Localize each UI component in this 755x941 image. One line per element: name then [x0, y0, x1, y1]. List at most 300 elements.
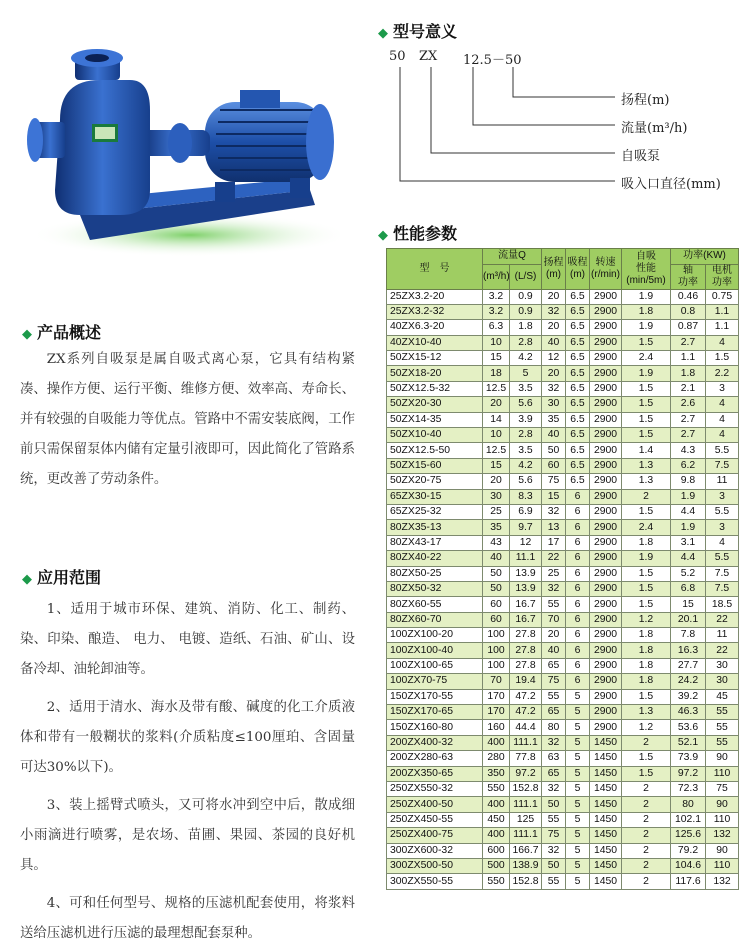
table-cell: 5.2 — [671, 566, 706, 581]
table-cell: 32 — [542, 304, 566, 319]
table-cell: 6.5 — [566, 397, 590, 412]
table-cell: 1.5 — [622, 766, 671, 781]
table-cell: 1450 — [590, 766, 622, 781]
table-cell: 1450 — [590, 735, 622, 750]
code-part-type: ZX — [419, 49, 438, 64]
table-cell: 5 — [566, 812, 590, 827]
table-cell: 111.1 — [510, 828, 542, 843]
table-cell: 3.2 — [483, 289, 510, 304]
table-cell: 13 — [542, 520, 566, 535]
cell-model: 50ZX15-60 — [387, 458, 483, 473]
col-speed: 转速 (r/min) — [590, 249, 622, 290]
table-cell: 10 — [483, 428, 510, 443]
table-cell: 1.9 — [671, 489, 706, 504]
table-cell: 20 — [542, 320, 566, 335]
table-cell: 1.2 — [622, 612, 671, 627]
table-cell: 5.6 — [510, 397, 542, 412]
table-cell: 1.5 — [622, 335, 671, 350]
table-cell: 1.5 — [622, 381, 671, 396]
table-cell: 14 — [483, 412, 510, 427]
table-cell: 1.3 — [622, 705, 671, 720]
table-cell: 32 — [542, 843, 566, 858]
table-cell: 2 — [622, 735, 671, 750]
code-part-diameter: 50 — [389, 49, 406, 64]
table-cell: 6.5 — [566, 351, 590, 366]
table-cell: 30 — [542, 397, 566, 412]
table-cell: 2.7 — [671, 412, 706, 427]
table-cell: 2 — [622, 797, 671, 812]
table-cell: 400 — [483, 735, 510, 750]
table-cell: 6.5 — [566, 381, 590, 396]
table-cell: 79.2 — [671, 843, 706, 858]
table-row — [387, 874, 739, 889]
table-row — [387, 843, 739, 858]
table-cell: 5.5 — [706, 504, 739, 519]
table-cell: 15 — [671, 597, 706, 612]
table-cell: 30 — [483, 489, 510, 504]
table-cell: 1.5 — [622, 689, 671, 704]
cell-model: 80ZX50-32 — [387, 581, 483, 596]
table-cell: 13.9 — [510, 581, 542, 596]
table-cell: 6.5 — [566, 366, 590, 381]
table-cell: 6.5 — [566, 335, 590, 350]
cell-model: 300ZX500-50 — [387, 858, 483, 873]
table-row — [387, 520, 739, 535]
table-row — [387, 351, 739, 366]
table-cell: 6 — [566, 520, 590, 535]
table-cell: 43 — [483, 535, 510, 550]
table-row — [387, 751, 739, 766]
table-cell: 1.5 — [622, 397, 671, 412]
table-cell: 3.5 — [510, 443, 542, 458]
cell-model: 50ZX12.5-50 — [387, 443, 483, 458]
table-cell: 50 — [483, 566, 510, 581]
col-motor-power: 电机 功率 — [706, 264, 739, 289]
table-cell: 15 — [483, 458, 510, 473]
table-cell: 1.1 — [706, 304, 739, 319]
table-row — [387, 397, 739, 412]
table-cell: 24.2 — [671, 674, 706, 689]
table-row — [387, 474, 739, 489]
table-row — [387, 735, 739, 750]
table-cell: 6.5 — [566, 428, 590, 443]
table-cell: 1.8 — [510, 320, 542, 335]
table-row — [387, 643, 739, 658]
table-cell: 9.8 — [671, 474, 706, 489]
table-cell: 102.1 — [671, 812, 706, 827]
table-cell: 2900 — [590, 351, 622, 366]
table-cell: 27.8 — [510, 658, 542, 673]
table-row — [387, 443, 739, 458]
table-row — [387, 381, 739, 396]
table-cell: 6.5 — [566, 304, 590, 319]
table-cell: 2900 — [590, 366, 622, 381]
table-cell: 104.6 — [671, 858, 706, 873]
table-cell: 3 — [706, 520, 739, 535]
table-cell: 30 — [706, 674, 739, 689]
table-cell: 5 — [510, 366, 542, 381]
cell-model: 100ZX100-20 — [387, 628, 483, 643]
table-row — [387, 797, 739, 812]
table-cell: 4 — [706, 428, 739, 443]
table-cell: 170 — [483, 689, 510, 704]
table-cell: 2 — [622, 858, 671, 873]
table-cell: 1.2 — [622, 720, 671, 735]
cell-model: 40ZX6.3-20 — [387, 320, 483, 335]
table-cell: 2900 — [590, 720, 622, 735]
table-cell: 10 — [483, 335, 510, 350]
table-cell: 2900 — [590, 705, 622, 720]
table-cell: 2 — [622, 812, 671, 827]
table-row — [387, 428, 739, 443]
table-cell: 2.1 — [671, 381, 706, 396]
table-cell: 100 — [483, 643, 510, 658]
table-cell: 30 — [706, 658, 739, 673]
table-cell: 6.5 — [566, 412, 590, 427]
table-cell: 60 — [483, 612, 510, 627]
table-cell: 111.1 — [510, 735, 542, 750]
table-cell: 2 — [622, 874, 671, 889]
table-cell: 11.1 — [510, 551, 542, 566]
table-cell: 25 — [542, 566, 566, 581]
table-cell: 32 — [542, 504, 566, 519]
table-row — [387, 566, 739, 581]
table-cell: 40 — [483, 551, 510, 566]
cell-model: 100ZX100-40 — [387, 643, 483, 658]
table-cell: 35 — [483, 520, 510, 535]
table-cell: 2.4 — [622, 351, 671, 366]
table-cell: 65 — [542, 766, 566, 781]
table-cell: 7.5 — [706, 566, 739, 581]
table-cell: 2900 — [590, 520, 622, 535]
pump-illustration — [20, 40, 340, 260]
table-cell: 1.9 — [671, 520, 706, 535]
table-cell: 20.1 — [671, 612, 706, 627]
table-cell: 27.8 — [510, 628, 542, 643]
table-cell: 117.6 — [671, 874, 706, 889]
table-row — [387, 366, 739, 381]
table-cell: 6 — [566, 674, 590, 689]
table-cell: 550 — [483, 782, 510, 797]
cell-model: 65ZX30-15 — [387, 489, 483, 504]
table-cell: 0.9 — [510, 304, 542, 319]
table-cell: 5 — [566, 735, 590, 750]
table-cell: 2900 — [590, 320, 622, 335]
table-row — [387, 612, 739, 627]
table-cell: 3.1 — [671, 535, 706, 550]
table-cell: 6.5 — [566, 474, 590, 489]
table-row — [387, 412, 739, 427]
table-cell: 13.9 — [510, 566, 542, 581]
overview-heading: ◆ 产品概述 — [22, 323, 102, 342]
col-power: 功率(KW) — [671, 249, 739, 265]
cell-model: 50ZX12.5-32 — [387, 381, 483, 396]
table-cell: 18 — [483, 366, 510, 381]
table-cell: 70 — [542, 612, 566, 627]
table-cell: 2900 — [590, 289, 622, 304]
table-cell: 7.5 — [706, 458, 739, 473]
table-cell: 6.8 — [671, 581, 706, 596]
model-meaning-heading: ◆ 型号意义 — [378, 22, 458, 41]
table-cell: 97.2 — [510, 766, 542, 781]
table-cell: 40 — [542, 335, 566, 350]
cell-model: 25ZX3.2-20 — [387, 289, 483, 304]
table-cell: 50 — [542, 797, 566, 812]
cell-model: 50ZX20-30 — [387, 397, 483, 412]
cell-model: 80ZX60-55 — [387, 597, 483, 612]
cell-model: 80ZX40-22 — [387, 551, 483, 566]
table-cell: 550 — [483, 874, 510, 889]
table-cell: 0.87 — [671, 320, 706, 335]
cell-model: 50ZX20-75 — [387, 474, 483, 489]
table-cell: 45 — [706, 689, 739, 704]
table-cell: 16.3 — [671, 643, 706, 658]
table-cell: 2 — [622, 489, 671, 504]
table-cell: 110 — [706, 858, 739, 873]
table-cell: 1.9 — [622, 551, 671, 566]
table-cell: 73.9 — [671, 751, 706, 766]
table-row — [387, 674, 739, 689]
cell-model: 250ZX450-55 — [387, 812, 483, 827]
table-cell: 111.1 — [510, 797, 542, 812]
table-cell: 152.8 — [510, 782, 542, 797]
table-cell: 15 — [542, 489, 566, 504]
table-cell: 4.4 — [671, 551, 706, 566]
table-cell: 2.8 — [510, 428, 542, 443]
table-cell: 6.3 — [483, 320, 510, 335]
table-cell: 60 — [542, 458, 566, 473]
table-cell: 1450 — [590, 782, 622, 797]
table-cell: 47.2 — [510, 689, 542, 704]
table-cell: 65 — [542, 658, 566, 673]
table-cell: 50 — [483, 581, 510, 596]
table-cell: 16.7 — [510, 597, 542, 612]
table-cell: 72.3 — [671, 782, 706, 797]
table-cell: 63 — [542, 751, 566, 766]
table-cell: 2900 — [590, 566, 622, 581]
table-row — [387, 858, 739, 873]
table-cell: 5.5 — [706, 551, 739, 566]
table-cell: 1.3 — [622, 458, 671, 473]
table-cell: 2900 — [590, 412, 622, 427]
table-cell: 6 — [566, 489, 590, 504]
table-cell: 1.5 — [622, 597, 671, 612]
table-cell: 1.8 — [622, 628, 671, 643]
table-cell: 60 — [483, 597, 510, 612]
cell-model: 150ZX170-65 — [387, 705, 483, 720]
table-cell: 1450 — [590, 874, 622, 889]
table-cell: 2900 — [590, 304, 622, 319]
table-cell: 20 — [542, 628, 566, 643]
performance-table — [386, 248, 739, 890]
table-cell: 2900 — [590, 658, 622, 673]
diamond-bullet-icon: ◆ — [22, 572, 32, 587]
table-cell: 4.2 — [510, 351, 542, 366]
cell-model: 50ZX10-40 — [387, 428, 483, 443]
table-row — [387, 504, 739, 519]
cell-model: 50ZX14-35 — [387, 412, 483, 427]
cell-model: 80ZX35-13 — [387, 520, 483, 535]
table-cell: 125 — [510, 812, 542, 827]
cell-model: 150ZX160-80 — [387, 720, 483, 735]
table-cell: 11 — [706, 474, 739, 489]
table-cell: 1450 — [590, 797, 622, 812]
table-cell: 40 — [542, 643, 566, 658]
table-cell: 2900 — [590, 597, 622, 612]
table-cell: 1.3 — [622, 474, 671, 489]
table-cell: 5.5 — [706, 443, 739, 458]
diamond-bullet-icon: ◆ — [378, 26, 388, 41]
table-cell: 5 — [566, 843, 590, 858]
table-cell: 20 — [483, 397, 510, 412]
table-cell: 50 — [542, 858, 566, 873]
table-cell: 6.5 — [566, 458, 590, 473]
table-cell: 2 — [622, 828, 671, 843]
table-cell: 5 — [566, 874, 590, 889]
cell-model: 50ZX15-12 — [387, 351, 483, 366]
table-cell: 20 — [542, 289, 566, 304]
table-cell: 25 — [483, 504, 510, 519]
table-cell: 1.1 — [706, 320, 739, 335]
table-cell: 6 — [566, 551, 590, 566]
table-cell: 1.8 — [622, 658, 671, 673]
table-cell: 166.7 — [510, 843, 542, 858]
col-flow: 流量Q — [483, 249, 542, 265]
table-cell: 7.8 — [671, 628, 706, 643]
model-meaning-diagram — [375, 45, 745, 195]
table-cell: 70 — [483, 674, 510, 689]
table-cell: 46.3 — [671, 705, 706, 720]
cell-model: 80ZX60-70 — [387, 612, 483, 627]
table-cell: 138.9 — [510, 858, 542, 873]
table-row — [387, 828, 739, 843]
table-cell: 5.6 — [510, 474, 542, 489]
table-cell: 5 — [566, 720, 590, 735]
table-cell: 50 — [542, 443, 566, 458]
cell-model: 250ZX400-50 — [387, 797, 483, 812]
table-cell: 2900 — [590, 689, 622, 704]
table-cell: 80 — [542, 720, 566, 735]
table-row — [387, 705, 739, 720]
cell-model: 200ZX350-65 — [387, 766, 483, 781]
table-cell: 1.5 — [622, 504, 671, 519]
table-cell: 22 — [542, 551, 566, 566]
table-cell: 12.5 — [483, 443, 510, 458]
table-cell: 1.5 — [622, 428, 671, 443]
table-cell: 1.8 — [671, 366, 706, 381]
table-cell: 2900 — [590, 335, 622, 350]
application-item: 4、可和任何型号、规格的压滤机配套使用，将浆料送给压滤机进行压滤的最理想配套泵种。 — [20, 896, 355, 941]
table-cell: 6 — [566, 504, 590, 519]
table-cell: 75 — [542, 674, 566, 689]
table-cell: 2.7 — [671, 428, 706, 443]
table-cell: 47.2 — [510, 705, 542, 720]
table-cell: 152.8 — [510, 874, 542, 889]
table-cell: 55 — [706, 705, 739, 720]
table-cell: 2900 — [590, 381, 622, 396]
col-flow-ls: (L/S) — [510, 264, 542, 289]
performance-heading: ◆ 性能参数 — [378, 224, 458, 243]
table-cell: 1.8 — [622, 304, 671, 319]
table-row — [387, 782, 739, 797]
table-cell: 90 — [706, 797, 739, 812]
cell-model: 100ZX70-75 — [387, 674, 483, 689]
table-cell: 5 — [566, 797, 590, 812]
table-cell: 2.4 — [622, 520, 671, 535]
table-cell: 19.4 — [510, 674, 542, 689]
application-item: 2、适用于清水、海水及带有酸、碱度的化工介质液体和带有一般糊状的浆料(介质粘度≤100厘珀、含固量可达30%以下)。 — [20, 700, 355, 775]
col-shaft-power: 轴 功率 — [671, 264, 706, 289]
cell-model: 65ZX25-32 — [387, 504, 483, 519]
table-cell: 20 — [483, 474, 510, 489]
table-cell: 4 — [706, 397, 739, 412]
table-cell: 55 — [542, 597, 566, 612]
table-cell: 55 — [542, 874, 566, 889]
table-cell: 132 — [706, 874, 739, 889]
table-cell: 1.8 — [622, 643, 671, 658]
table-cell: 7.5 — [706, 581, 739, 596]
table-cell: 90 — [706, 751, 739, 766]
table-cell: 280 — [483, 751, 510, 766]
col-self-priming: 自吸 性能 (min/5m) — [622, 249, 671, 290]
table-cell: 6 — [566, 658, 590, 673]
table-cell: 6 — [566, 535, 590, 550]
table-row — [387, 658, 739, 673]
table-cell: 6 — [566, 597, 590, 612]
table-cell: 600 — [483, 843, 510, 858]
table-cell: 2900 — [590, 535, 622, 550]
table-cell: 65 — [542, 705, 566, 720]
table-cell: 40 — [542, 428, 566, 443]
table-cell: 125.6 — [671, 828, 706, 843]
table-row — [387, 720, 739, 735]
table-cell: 2.8 — [510, 335, 542, 350]
table-cell: 4 — [706, 335, 739, 350]
diamond-bullet-icon: ◆ — [378, 228, 388, 243]
table-cell: 2900 — [590, 643, 622, 658]
cell-model: 40ZX10-40 — [387, 335, 483, 350]
cell-model: 300ZX550-55 — [387, 874, 483, 889]
table-cell: 5 — [566, 705, 590, 720]
table-cell: 97.2 — [671, 766, 706, 781]
table-cell: 5 — [566, 828, 590, 843]
table-cell: 1450 — [590, 858, 622, 873]
table-cell: 12.5 — [483, 381, 510, 396]
table-cell: 6.9 — [510, 504, 542, 519]
table-cell: 6 — [566, 628, 590, 643]
table-cell: 15 — [483, 351, 510, 366]
table-cell: 32 — [542, 581, 566, 596]
table-cell: 2 — [622, 843, 671, 858]
table-row — [387, 458, 739, 473]
table-cell: 5 — [566, 858, 590, 873]
table-cell: 170 — [483, 705, 510, 720]
table-cell: 22 — [706, 643, 739, 658]
table-cell: 6 — [566, 581, 590, 596]
table-cell: 1.5 — [622, 412, 671, 427]
table-cell: 2900 — [590, 474, 622, 489]
table-cell: 1450 — [590, 751, 622, 766]
code-part-flow-head: 12.5－50 — [463, 53, 522, 68]
cell-model: 25ZX3.2-32 — [387, 304, 483, 319]
table-cell: 27.8 — [510, 643, 542, 658]
table-row — [387, 320, 739, 335]
label-head: 扬程(m) — [621, 93, 670, 108]
table-cell: 32 — [542, 782, 566, 797]
table-cell: 9.7 — [510, 520, 542, 535]
col-head: 扬程 (m) — [542, 249, 566, 290]
table-cell: 4.4 — [671, 504, 706, 519]
